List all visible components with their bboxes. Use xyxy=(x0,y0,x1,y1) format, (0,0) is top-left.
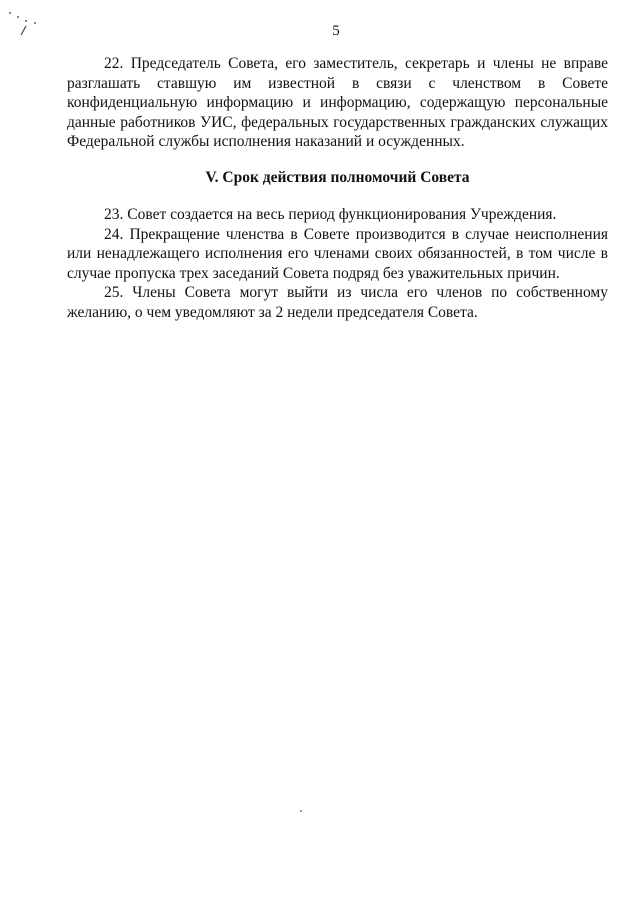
section-heading: V. Срок действия полномочий Совета xyxy=(205,168,470,186)
paragraph-22: 22. Председатель Совета, его заместитель, секретарь и члены не вправе разглашать ставшую им известной в связи с членством в Совете конфиденциальную информацию и информацию, содержащую персональные данные работников УИС, федеральных государственных гражданских служащих Федеральной службы исполнения наказаний и осужденных. xyxy=(67,55,608,150)
page-number: 5 xyxy=(332,23,340,39)
paragraph-24: 24. Прекращение членства в Совете производится в случае неисполнения или ненадлежащего исполнения его членами своих обязанностей, в том числе в случае пропуска трех заседаний Совета подряд без уважительных причин. xyxy=(67,225,608,282)
paragraph-25: 25. Члены Совета могут выйти из числа его членов по собственному желанию, о чем уведомляют за 2 недели председателя Совета. xyxy=(67,284,608,321)
scan-speck xyxy=(300,810,302,812)
paragraph-23: 23. Совет создается на весь период функционирования Учреждения. xyxy=(104,206,557,223)
document-body xyxy=(67,54,608,322)
